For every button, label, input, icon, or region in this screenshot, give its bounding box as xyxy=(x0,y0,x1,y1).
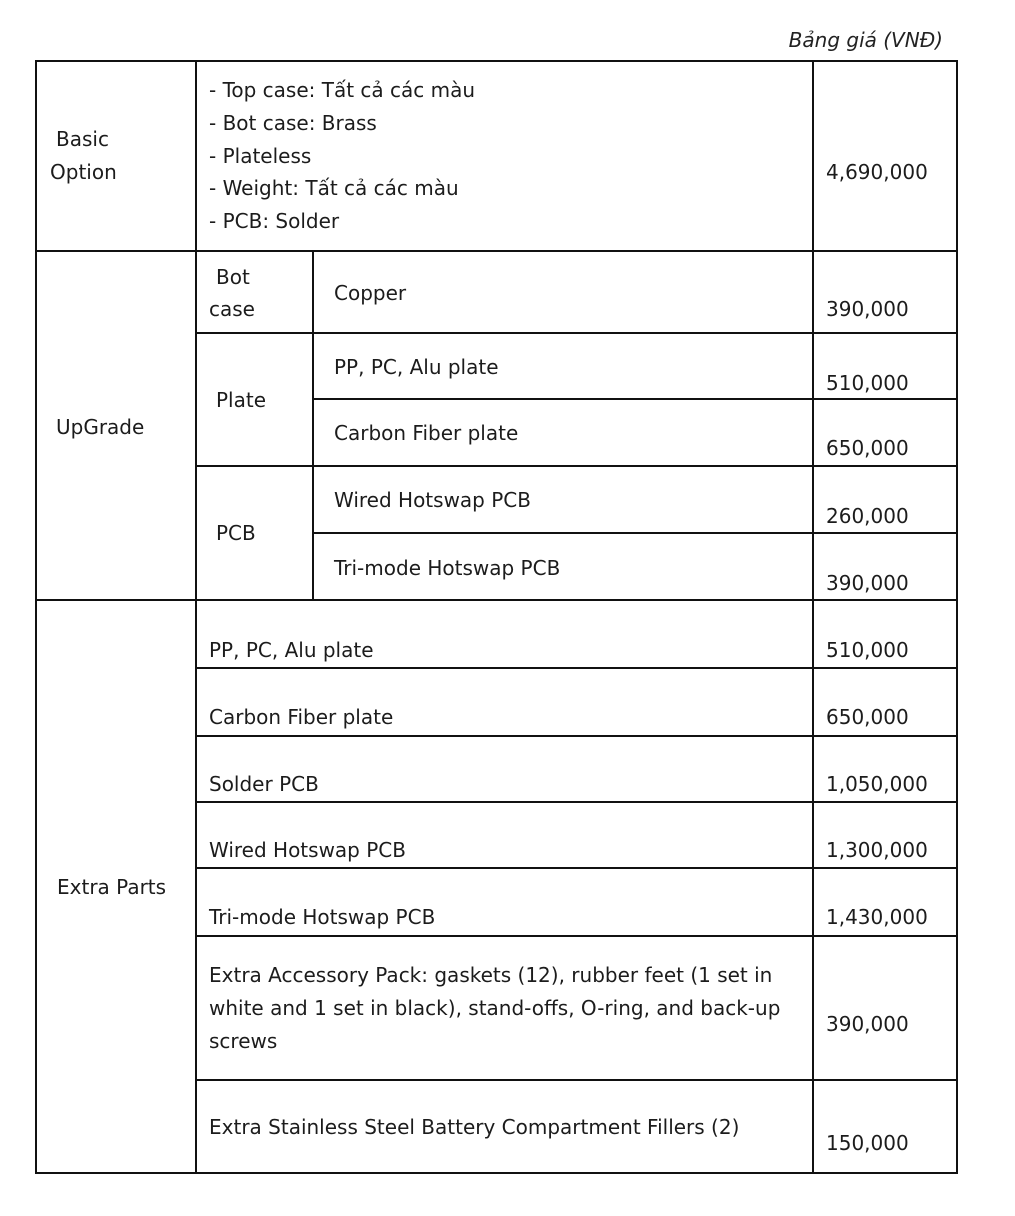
upgrade-item-name: Tri-mode Hotswap PCB xyxy=(334,556,561,580)
upgrade-label: UpGrade xyxy=(56,415,145,439)
extra-item-price: 650,000 xyxy=(826,705,909,729)
extra-item-price: 510,000 xyxy=(826,638,909,662)
divider-extra-row-1 xyxy=(195,667,958,669)
divider-category-column xyxy=(195,60,197,1174)
basic-option-item: - Bot case: Brass xyxy=(209,111,377,135)
divider-extra-row-2 xyxy=(195,735,958,737)
basic-option-label-line2: Option xyxy=(50,160,117,184)
divider-basic-upgrade xyxy=(35,250,958,252)
basic-option-item: - Weight: Tất cả các màu xyxy=(209,176,459,200)
table-border-left xyxy=(35,60,37,1174)
extra-item-name: Solder PCB xyxy=(209,772,319,796)
basic-option-price: 4,690,000 xyxy=(826,160,928,184)
upgrade-item-price: 510,000 xyxy=(826,371,909,395)
extra-item-price: 150,000 xyxy=(826,1131,909,1155)
divider-extra-row-3 xyxy=(195,801,958,803)
upgrade-group-label-plate: Plate xyxy=(216,388,267,412)
upgrade-item-name: PP, PC, Alu plate xyxy=(334,355,499,379)
upgrade-group-label-botcase-line1: Bot xyxy=(216,265,250,289)
extra-item-price: 1,300,000 xyxy=(826,838,928,862)
divider-price-column xyxy=(812,60,814,1174)
basic-option-item: - PCB: Solder xyxy=(209,209,340,233)
extra-item-price: 1,430,000 xyxy=(826,905,928,929)
extra-parts-label: Extra Parts xyxy=(57,875,167,899)
extra-item-name: Extra Accessory Pack: gaskets (12), rubber feet (1 set in white and 1 set in black), stand-offs, O-ring, and back-up screws xyxy=(209,963,781,1053)
extra-item-name: Carbon Fiber plate xyxy=(209,705,394,729)
extra-item-name: Tri-mode Hotswap PCB xyxy=(209,905,436,929)
upgrade-item-price: 260,000 xyxy=(826,504,909,528)
basic-option-item: - Plateless xyxy=(209,144,312,168)
table-border-top xyxy=(35,60,958,62)
divider-upgrade-extra xyxy=(35,599,958,601)
upgrade-item-name: Copper xyxy=(334,281,407,305)
extra-item-price: 1,050,000 xyxy=(826,772,928,796)
divider-upgrade-subcategory xyxy=(312,251,314,601)
basic-option-label-line1: Basic xyxy=(56,127,109,151)
upgrade-item-price: 650,000 xyxy=(826,436,909,460)
basic-option-item: - Top case: Tất cả các màu xyxy=(209,78,476,102)
extra-item-name: PP, PC, Alu plate xyxy=(209,638,374,662)
divider-upgrade-botcase-plate xyxy=(195,332,958,334)
divider-extra-row-5 xyxy=(195,935,958,937)
extra-item-name: Extra Stainless Steel Battery Compartment Fillers (2) xyxy=(209,1115,740,1139)
divider-upgrade-plate-pcb xyxy=(195,465,958,467)
table-border-right xyxy=(956,60,958,1174)
extra-item-price: 390,000 xyxy=(826,1012,909,1036)
upgrade-group-label-pcb: PCB xyxy=(216,521,256,545)
divider-extra-row-6 xyxy=(195,1079,958,1081)
extra-item-name: Wired Hotswap PCB xyxy=(209,838,406,862)
table-border-bottom xyxy=(35,1172,958,1174)
upgrade-item-name: Carbon Fiber plate xyxy=(334,421,519,445)
upgrade-item-price: 390,000 xyxy=(826,297,909,321)
upgrade-item-price: 390,000 xyxy=(826,571,909,595)
price-table-caption: Bảng giá (VNĐ) xyxy=(788,28,943,52)
divider-extra-row-4 xyxy=(195,867,958,869)
upgrade-item-name: Wired Hotswap PCB xyxy=(334,488,531,512)
upgrade-group-label-botcase-line2: case xyxy=(209,297,255,321)
